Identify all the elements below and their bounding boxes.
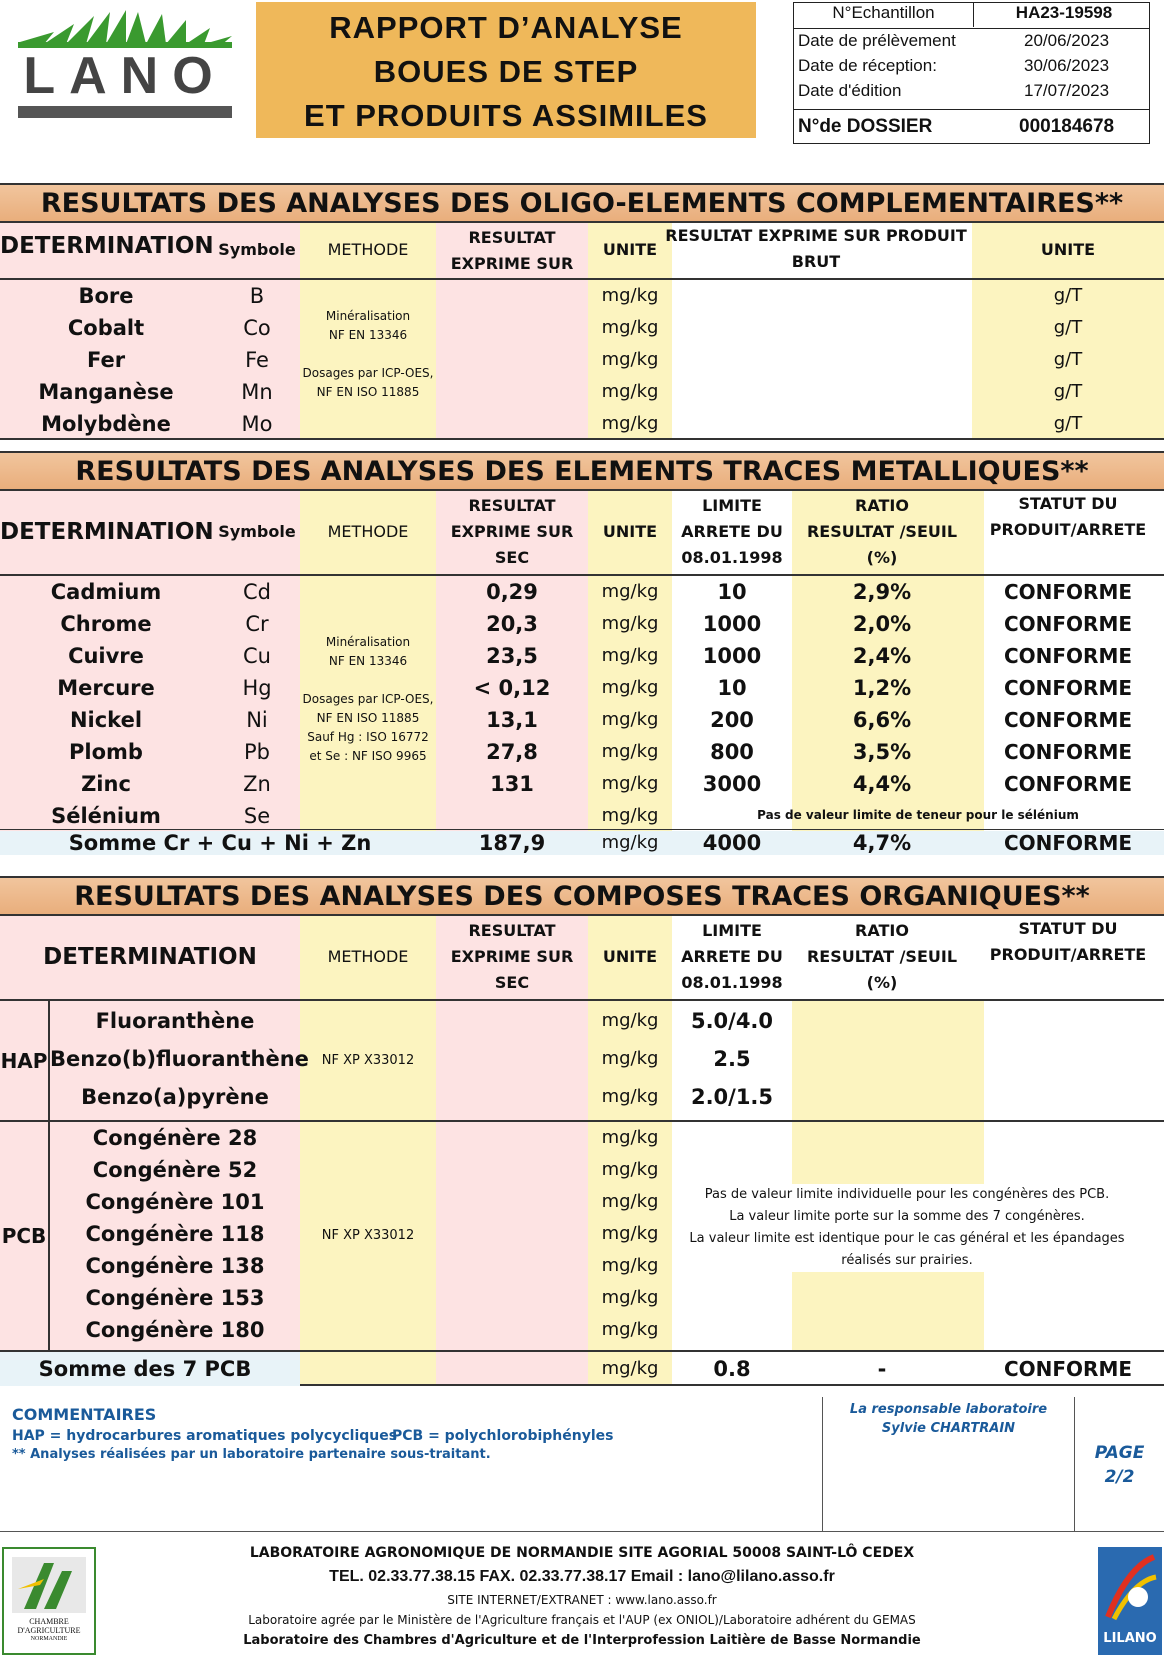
row-result: 20,3 (486, 612, 538, 636)
row-name: Congénère 101 (85, 1190, 265, 1214)
col-limite: 08.01.1998 (681, 548, 783, 567)
row-symbol: B (249, 284, 265, 308)
row-symbol: Pb (244, 740, 270, 764)
row-limit: 5.0/4.0 (690, 1009, 774, 1033)
col-symbole: Symbole (218, 522, 296, 541)
col-statut: STATUT DU (1018, 919, 1118, 938)
row-unit: mg/kg (601, 381, 659, 402)
row-ratio: 6,6% (852, 708, 912, 732)
row-symbol: Ni (246, 708, 268, 732)
footer-approval: Laboratoire agrée par le Ministère de l'Agriculture français et l'AUP (ex ONIOL)/Laboratoire adhérent du GEMAS (248, 1613, 916, 1627)
hap-label: HAP (0, 1049, 48, 1073)
row-unit: mg/kg (601, 1127, 659, 1148)
row-name: Benzo(a)pyrène (81, 1085, 269, 1109)
methode-line: Dosages par ICP-OES, (302, 692, 434, 706)
table-row (0, 1154, 1164, 1186)
row-limit: 3000 (702, 772, 762, 796)
table-row (0, 1314, 1164, 1346)
table-header (0, 916, 1164, 1001)
subcontract-note: ** Analyses réalisées par un laboratoire partenaire sous-traitant. (12, 1447, 491, 1462)
table-row (0, 1122, 1164, 1154)
row-symbol: Co (243, 316, 271, 340)
pcb-note-line: La valeur limite est identique pour le cas général et les épandages (689, 1231, 1125, 1246)
methode-line: Sauf Hg : ISO 16772 (307, 730, 429, 744)
col-unite: UNITE (602, 947, 658, 966)
row-ratio: 4,4% (852, 772, 912, 796)
table-oligo (0, 223, 1164, 440)
row-unit: mg/kg (601, 741, 659, 762)
row-ratio: 2,4% (852, 644, 912, 668)
row-unit: mg/kg (601, 805, 659, 826)
pcb-note-line: La valeur limite porte sur la somme des 7 congénères. (729, 1209, 1085, 1224)
row-name: Cuivre (68, 644, 144, 668)
row-status: CONFORME (1003, 644, 1133, 668)
row-unit: mg/kg (601, 613, 659, 634)
col-methode: METHODE (327, 947, 409, 966)
col-ratio: RATIO (855, 921, 909, 940)
col-resultat: EXPRIME SUR (450, 254, 574, 273)
pcb-note-line: réalisés sur prairies. (841, 1253, 973, 1268)
col-determination: DETERMINATION (0, 519, 214, 545)
pcb-note (672, 1184, 1142, 1272)
pcb-label: PCB (1, 1224, 47, 1248)
row-limit: 2.0/1.5 (690, 1085, 774, 1109)
row-unit: mg/kg (601, 1086, 659, 1107)
row-unit2: g/T (1053, 317, 1083, 338)
table-row (0, 280, 1164, 312)
row-unit: mg/kg (601, 1287, 659, 1308)
row-unit2: g/T (1053, 285, 1083, 306)
table-row (0, 672, 1164, 704)
hap-method: NF XP X33012 (321, 1053, 415, 1068)
dossier-value: 000184678 (1019, 116, 1115, 137)
page-number: 2/2 (1104, 1467, 1135, 1487)
row-limit: 10 (717, 676, 747, 700)
row-symbol: Cd (243, 580, 271, 604)
table-row (0, 312, 1164, 344)
sum-status: CONFORME (1003, 831, 1133, 855)
dossier-label: N°de DOSSIER (798, 116, 933, 137)
col-resultat: EXPRIME SUR (450, 522, 574, 541)
row-symbol: Se (243, 804, 271, 828)
row-name: Manganèse (38, 380, 174, 404)
row-unit: mg/kg (601, 1010, 659, 1031)
col-statut: STATUT DU (1018, 494, 1118, 513)
row-symbol: Cr (245, 612, 269, 636)
section-title-oligo: RESULTATS DES ANALYSES DES OLIGO-ELEMENTS COMPLEMENTAIRES** (0, 183, 1164, 223)
col-limite: ARRETE DU (681, 947, 783, 966)
lilano-logo (1098, 1547, 1162, 1655)
col-determination: DETERMINATION (43, 944, 257, 970)
table-etm (0, 491, 1164, 855)
table-row (0, 576, 1164, 608)
logo-caption: CHAMBRE (29, 1617, 69, 1626)
row-name: Benzo(b)fluoranthène (50, 1047, 309, 1071)
sum-limit: 4000 (702, 831, 762, 855)
row-unit2: g/T (1053, 381, 1083, 402)
info-value: HA23-19598 (1015, 3, 1113, 22)
row-name: Zinc (81, 772, 131, 796)
row-name: Congénère 28 (92, 1126, 258, 1150)
table-row (0, 704, 1164, 736)
row-status: CONFORME (1003, 772, 1133, 796)
row-name: Congénère 180 (85, 1318, 265, 1342)
row-symbol: Mn (241, 380, 273, 404)
report-title (256, 2, 756, 138)
sum-ratio: 4,7% (852, 831, 912, 855)
row-result: 131 (490, 772, 534, 796)
row-name: Molybdène (41, 412, 171, 436)
table-header (0, 223, 1164, 280)
row-result: < 0,12 (473, 676, 551, 700)
logo-caption: NORMANDIE (30, 1636, 68, 1642)
logo-text: LANO (23, 47, 227, 105)
sum-unit: mg/kg (601, 832, 659, 853)
methode-line: NF EN ISO 11885 (316, 385, 420, 399)
col-determination: DETERMINATION (0, 233, 214, 259)
row-name: Mercure (57, 676, 155, 700)
pcb-group (0, 1122, 1164, 1352)
col-unite: UNITE (602, 522, 658, 541)
info-value: 17/07/2023 (1024, 81, 1110, 100)
row-unit: mg/kg (601, 1191, 659, 1212)
row-unit: mg/kg (601, 317, 659, 338)
col-methode: METHODE (327, 240, 409, 259)
footer-chambers: Laboratoire des Chambres d'Agriculture et de l'Interprofession Laitière de Basse Normandie (243, 1633, 921, 1648)
sum-status: CONFORME (1003, 1357, 1133, 1381)
col-unite2: UNITE (1040, 240, 1096, 259)
col-resultat: RESULTAT (468, 228, 556, 247)
row-result: 13,1 (486, 708, 538, 732)
selenium-note: Pas de valeur limite de teneur pour le sélénium (757, 808, 1079, 822)
row-name: Fer (86, 348, 126, 372)
row-name: Congénère 118 (85, 1222, 265, 1246)
row-unit: mg/kg (601, 677, 659, 698)
info-label: N°Echantillon (794, 3, 974, 27)
row-limit: 2.5 (713, 1047, 751, 1071)
title-line: RAPPORT D’ANALYSE (329, 10, 683, 45)
table-cto (0, 916, 1164, 1386)
row-name: Cadmium (50, 580, 162, 604)
row-limit: 1000 (702, 612, 762, 636)
col-statut: PRODUIT/ARRETE (989, 945, 1147, 964)
row-ratio: 3,5% (852, 740, 912, 764)
row-name: Congénère 138 (85, 1254, 265, 1278)
table-row (0, 1005, 1164, 1041)
col-limite: LIMITE (702, 496, 762, 515)
row-name: Plomb (69, 740, 143, 764)
comments-title: COMMENTAIRES (12, 1405, 157, 1424)
row-result: 0,29 (486, 580, 538, 604)
sum-row (0, 1352, 1164, 1386)
footer (0, 1535, 1164, 1660)
col-brut: RESULTAT EXPRIME SUR PRODUIT (665, 226, 967, 245)
row-unit2: g/T (1053, 349, 1083, 370)
row-symbol: Fe (245, 348, 269, 372)
row-limit: 10 (717, 580, 747, 604)
table-row (0, 768, 1164, 800)
row-name: Sélénium (51, 804, 161, 828)
info-value: 30/06/2023 (1024, 56, 1110, 75)
row-limit: 1000 (702, 644, 762, 668)
sum-name: Somme Cr + Cu + Ni + Zn (68, 831, 372, 855)
col-ratio: RESULTAT /SEUIL (806, 522, 958, 541)
section-title-etm: RESULTATS DES ANALYSES DES ELEMENTS TRACES METALLIQUES** (0, 451, 1164, 491)
col-unite: UNITE (602, 240, 658, 259)
info-row (794, 109, 1149, 143)
responsible-title: La responsable laboratoire (849, 1402, 1048, 1417)
col-symbole: Symbole (218, 240, 296, 259)
methode-line: Minéralisation (325, 309, 411, 323)
col-ratio: (%) (866, 973, 898, 992)
table-row (0, 344, 1164, 376)
row-unit: mg/kg (601, 1159, 659, 1180)
table-row (0, 736, 1164, 768)
row-unit: mg/kg (601, 1223, 659, 1244)
table-row (0, 608, 1164, 640)
row-unit: mg/kg (601, 645, 659, 666)
methode-line: NF EN 13346 (328, 328, 408, 342)
sum-limit: 0.8 (713, 1357, 751, 1381)
title-line: BOUES DE STEP (373, 54, 639, 89)
footer-address: LABORATOIRE AGRONOMIQUE DE NORMANDIE SITE AGORIAL 50008 SAINT-LÔ CEDEX (249, 1545, 915, 1561)
row-unit: mg/kg (601, 349, 659, 370)
row-ratio: 2,9% (852, 580, 912, 604)
methode-line: Minéralisation (325, 635, 411, 649)
table-row (0, 408, 1164, 440)
row-name: Nickel (69, 708, 143, 732)
section-title-cto: RESULTATS DES ANALYSES DES COMPOSES TRACES ORGANIQUES** (0, 876, 1164, 916)
lano-logo (14, 10, 236, 122)
col-resultat: SEC (494, 973, 530, 992)
table-row (0, 1282, 1164, 1314)
row-limit: 800 (710, 740, 754, 764)
title-line: ET PRODUITS ASSIMILES (304, 98, 708, 133)
info-label: Date de prélèvement (798, 31, 956, 50)
hap-group (0, 1001, 1164, 1122)
table-header (0, 491, 1164, 576)
lilano-text: LILANO (1103, 1631, 1157, 1646)
row-status: CONFORME (1003, 612, 1133, 636)
sample-info-box (793, 2, 1150, 144)
row-limit: 200 (710, 708, 754, 732)
row-unit: mg/kg (601, 1319, 659, 1340)
footer-contact: TEL. 02.33.77.38.15 FAX. 02.33.77.38.17 Email : lano@lilano.asso.fr (329, 1568, 835, 1585)
row-status: CONFORME (1003, 708, 1133, 732)
sum-row (0, 829, 1164, 855)
col-resultat: EXPRIME SUR (450, 947, 574, 966)
methode-line: Dosages par ICP-OES, (302, 366, 434, 380)
table-row (0, 1043, 1164, 1079)
row-status: CONFORME (1003, 740, 1133, 764)
responsible-name: Sylvie CHARTRAIN (881, 1421, 1016, 1436)
col-limite: ARRETE DU (681, 522, 783, 541)
row-name: Congénère 153 (85, 1286, 265, 1310)
pcb-definition: PCB = polychlorobiphényles (392, 1428, 614, 1444)
lilano-icon (1098, 1547, 1162, 1627)
row-unit: mg/kg (601, 581, 659, 602)
col-limite: 08.01.1998 (681, 973, 783, 992)
row-unit: mg/kg (601, 285, 659, 306)
pcb-note-line: Pas de valeur limite individuelle pour les congénères des PCB. (704, 1187, 1110, 1202)
row-result: 23,5 (486, 644, 538, 668)
col-resultat: SEC (494, 548, 530, 567)
row-unit: mg/kg (601, 773, 659, 794)
col-ratio: (%) (866, 548, 898, 567)
comments-box (0, 1397, 1164, 1532)
info-value: 20/06/2023 (1024, 31, 1110, 50)
methode-line: NF EN 13346 (328, 654, 408, 668)
sum-unit: mg/kg (601, 1358, 659, 1379)
col-resultat: RESULTAT (468, 921, 556, 940)
info-label: Date d'édition (798, 81, 902, 100)
row-result: 27,8 (486, 740, 538, 764)
col-ratio: RESULTAT /SEUIL (806, 947, 958, 966)
row-symbol: Mo (241, 412, 273, 436)
row-unit: mg/kg (601, 709, 659, 730)
col-statut: PRODUIT/ARRETE (989, 520, 1147, 539)
methode-line: NF EN ISO 11885 (316, 711, 420, 725)
row-symbol: Zn (243, 772, 271, 796)
col-ratio: RATIO (855, 496, 909, 515)
row-unit2: g/T (1053, 413, 1083, 434)
pcb-method: NF XP X33012 (321, 1228, 415, 1243)
sum-ratio: - (877, 1357, 887, 1381)
col-limite: LIMITE (702, 921, 762, 940)
table-row (0, 376, 1164, 408)
row-unit: mg/kg (601, 1048, 659, 1069)
row-status: CONFORME (1003, 676, 1133, 700)
info-row (794, 3, 1149, 29)
row-symbol: Cu (243, 644, 271, 668)
table-row (0, 1081, 1164, 1117)
row-name: Cobalt (67, 316, 145, 340)
row-unit: mg/kg (601, 413, 659, 434)
col-brut: BRUT (791, 252, 841, 271)
hap-definition: HAP = hydrocarbures aromatiques polycycliques (12, 1428, 398, 1444)
row-name: Bore (78, 284, 134, 308)
row-unit: mg/kg (601, 1255, 659, 1276)
page-label: PAGE (1094, 1443, 1145, 1463)
table-row (0, 640, 1164, 672)
row-name: Chrome (60, 612, 152, 636)
sum-name: Somme des 7 PCB (38, 1357, 252, 1381)
col-resultat: RESULTAT (468, 496, 556, 515)
row-name: Fluoranthène (95, 1009, 255, 1033)
logo-caption: D'AGRICULTURE (17, 1626, 81, 1635)
sum-result: 187,9 (478, 831, 546, 855)
row-name: Congénère 52 (92, 1158, 258, 1182)
row-ratio: 2,0% (852, 612, 912, 636)
footer-website: SITE INTERNET/EXTRANET : www.lano.asso.fr (447, 1593, 717, 1607)
col-methode: METHODE (327, 522, 409, 541)
row-status: CONFORME (1003, 580, 1133, 604)
row-ratio: 1,2% (852, 676, 912, 700)
methode-line: et Se : NF ISO 9965 (309, 749, 427, 763)
row-symbol: Hg (242, 676, 272, 700)
info-label: Date de réception: (798, 56, 937, 75)
